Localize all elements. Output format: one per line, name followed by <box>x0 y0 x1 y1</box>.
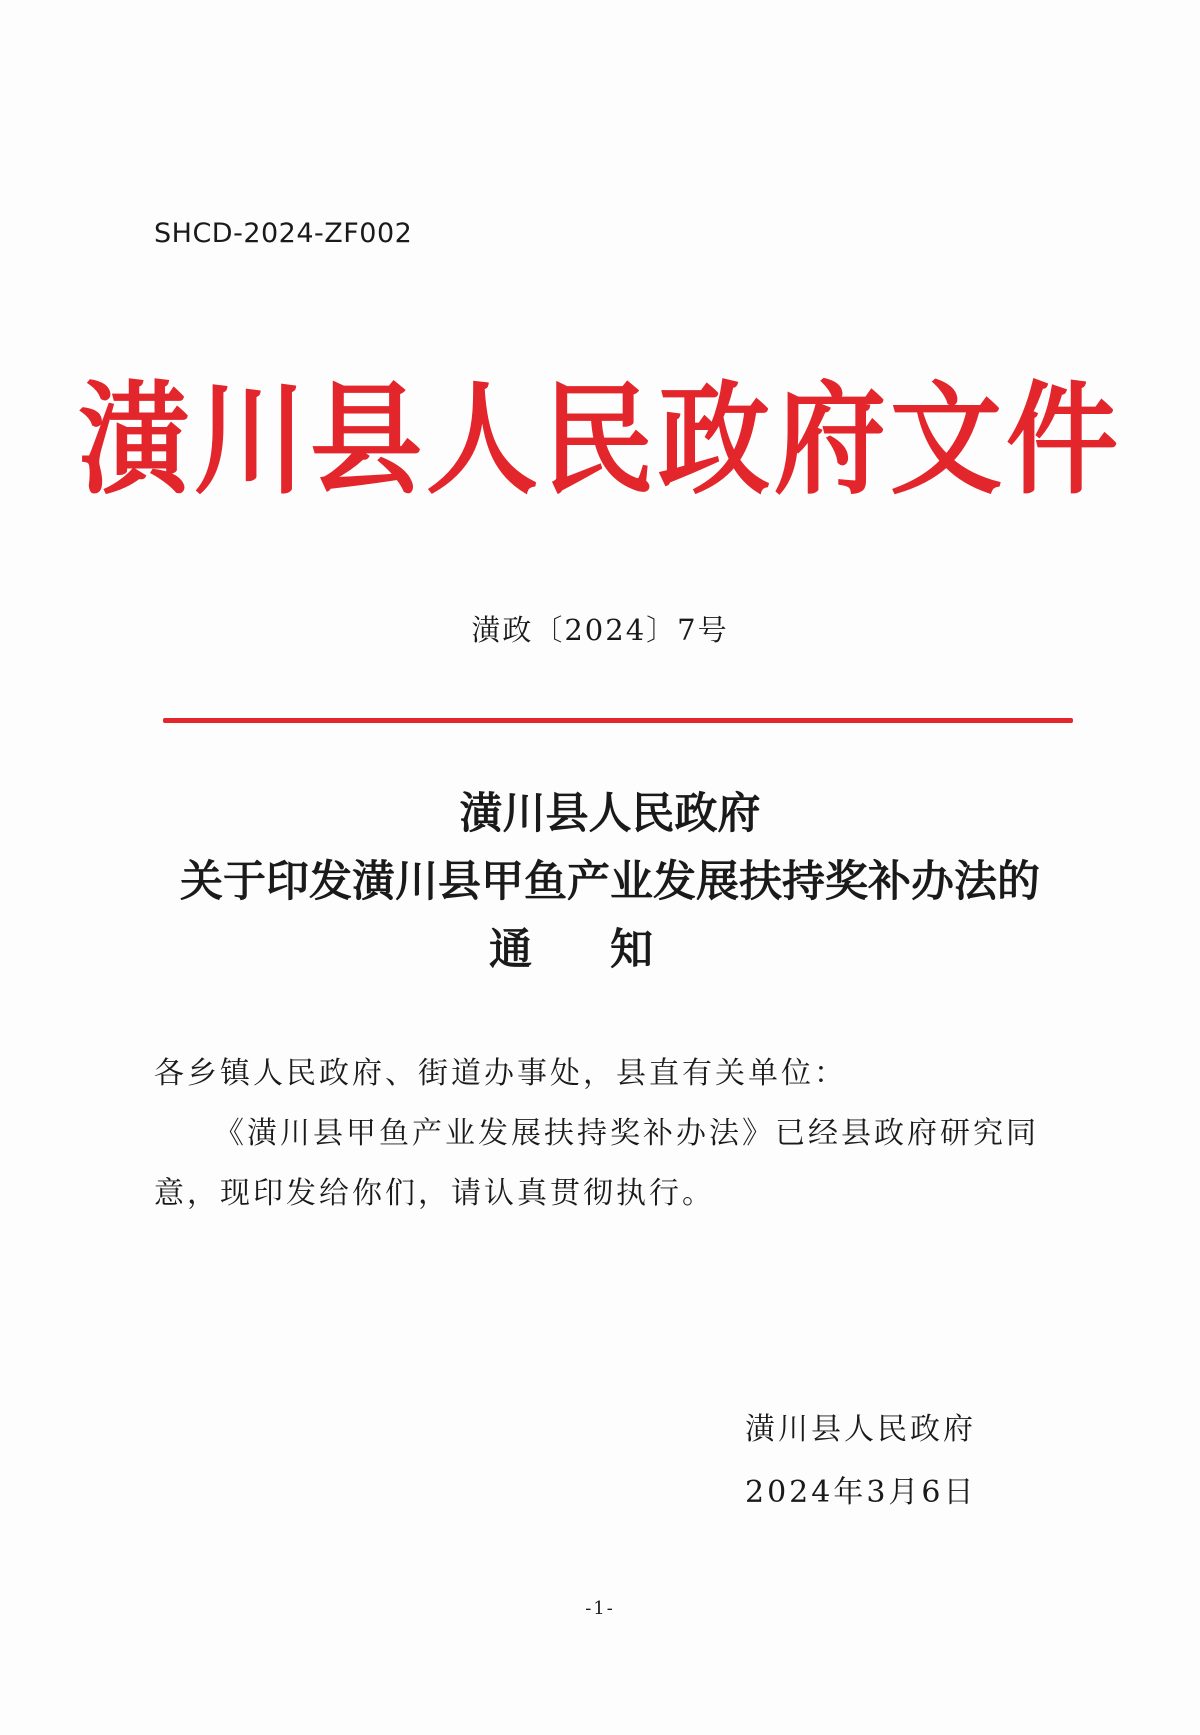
signature-organization: 潢川县人民政府 <box>745 1412 976 1447</box>
page-number: -1- <box>585 1598 615 1619</box>
signature-date: 2024年3月6日 <box>745 1475 977 1510</box>
body-paragraph: 《潢川县甲鱼产业发展扶持奖补办法》已经县政府研究同意，现印发给你们，请认真贯彻执行。 <box>154 1116 1039 1211</box>
document-body <box>154 1044 1064 1224</box>
title-line-2: 关于印发潢川县甲鱼产业发展扶持奖补办法的 <box>180 857 1040 907</box>
signature-block <box>745 1398 977 1524</box>
document-number: 潢政〔2024〕7号 <box>471 613 729 647</box>
salutation: 各乡镇人民政府、街道办事处，县直有关单位： <box>154 1056 847 1091</box>
title-line-1: 潢川县人民政府 <box>459 789 761 839</box>
document-title <box>0 780 1200 984</box>
document-code: SHCD-2024-ZF002 <box>154 218 413 249</box>
masthead-title: 潢川县人民政府文件 <box>78 369 1122 512</box>
title-line-3: 通知 <box>489 925 731 975</box>
red-separator-line <box>163 718 1073 723</box>
